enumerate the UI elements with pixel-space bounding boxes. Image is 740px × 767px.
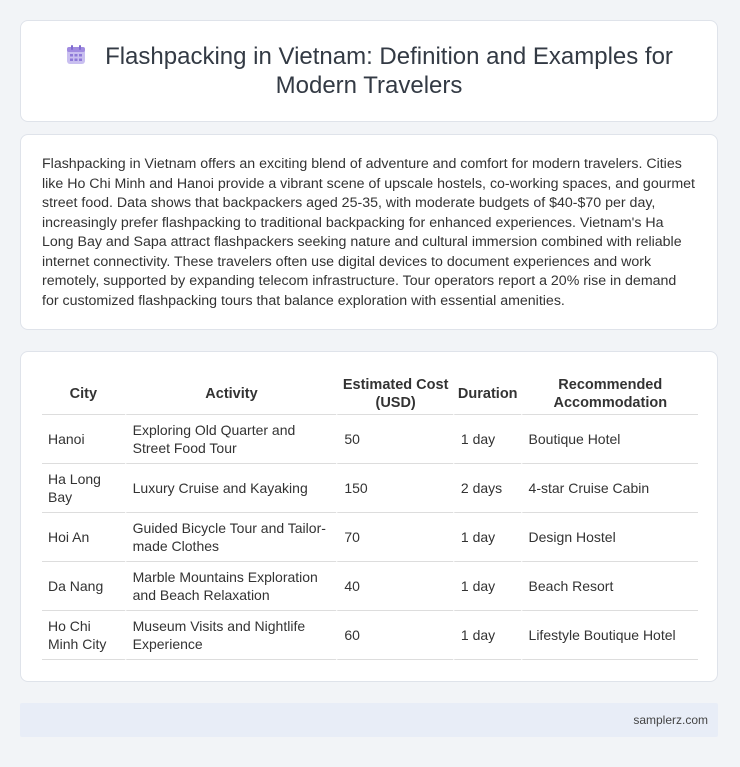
cell-city: Hoi An	[42, 513, 125, 562]
cell-accommodation: Design Hostel	[521, 513, 698, 562]
title-card	[20, 20, 718, 122]
footer	[20, 703, 718, 737]
table-row	[42, 562, 698, 611]
table-row	[42, 611, 698, 660]
cell-duration: 2 days	[453, 464, 521, 513]
cell-cost: 40	[336, 562, 453, 611]
cell-activity: Luxury Cruise and Kayaking	[125, 464, 337, 513]
cell-accommodation: Lifestyle Boutique Hotel	[521, 611, 698, 660]
page-title	[49, 42, 689, 100]
cell-accommodation: 4-star Cruise Cabin	[521, 464, 698, 513]
cell-city: Ho Chi Minh City	[42, 611, 125, 660]
intro-card	[20, 134, 718, 330]
page-title-text: Flashpacking in Vietnam: Definition and Examples for Modern Travelers	[105, 43, 673, 99]
cell-accommodation: Boutique Hotel	[521, 415, 698, 464]
cell-activity: Guided Bicycle Tour and Tailor-made Clothes	[125, 513, 337, 562]
footer-source-link[interactable]: samplerz.com	[633, 713, 708, 727]
cell-duration: 1 day	[453, 415, 521, 464]
cell-duration: 1 day	[453, 513, 521, 562]
table-row	[42, 513, 698, 562]
header-duration: Duration	[453, 374, 521, 415]
cell-activity: Museum Visits and Nightlife Experience	[125, 611, 337, 660]
cell-city: Da Nang	[42, 562, 125, 611]
cell-city: Ha Long Bay	[42, 464, 125, 513]
travel-table	[42, 374, 698, 660]
header-activity: Activity	[125, 374, 337, 415]
header-accommodation: Recommended Accommodation	[521, 374, 698, 415]
table-card	[20, 351, 718, 682]
header-city: City	[42, 374, 125, 415]
cell-cost: 50	[336, 415, 453, 464]
table-header-row	[42, 374, 698, 415]
header-cost: Estimated Cost (USD)	[336, 374, 453, 415]
cell-cost: 150	[336, 464, 453, 513]
cell-duration: 1 day	[453, 562, 521, 611]
cell-duration: 1 day	[453, 611, 521, 660]
table-row	[42, 464, 698, 513]
cell-activity: Exploring Old Quarter and Street Food Tour	[125, 415, 337, 464]
cell-cost: 60	[336, 611, 453, 660]
calendar-icon	[65, 44, 87, 66]
table-row	[42, 415, 698, 464]
intro-paragraph: Flashpacking in Vietnam offers an exciting blend of adventure and comfort for modern travelers. Cities like Ho Chi Minh and Hanoi provide a vibrant scene of upscale hostels, co-working spaces, and gourmet street food. Data shows that backpackers aged 25-35, with moderate budgets of $40-$70 per day, increasingly prefer flashpacking to traditional backpacking for enhanced experiences. Vietnam's Ha Long Bay and Sapa attract flashpackers seeking nature and cultural immersion combined with reliable internet connectivity. These travelers often use digital devices to document experiences and work remotely, supported by expanding telecom infrastructure. Tour operators report a 20% rise in demand for customized flashpacking tours that balance exploration with essential amenities.	[42, 156, 695, 309]
cell-activity: Marble Mountains Exploration and Beach Relaxation	[125, 562, 337, 611]
cell-city: Hanoi	[42, 415, 125, 464]
cell-cost: 70	[336, 513, 453, 562]
cell-accommodation: Beach Resort	[521, 562, 698, 611]
